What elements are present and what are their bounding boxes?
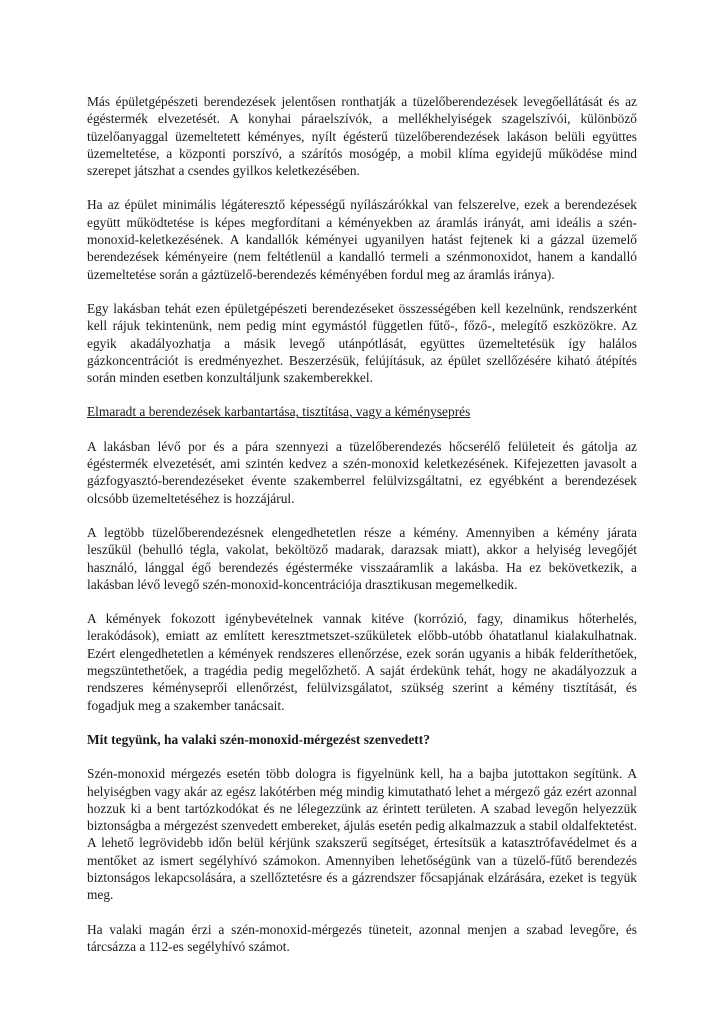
paragraph-other-building-equipment: Más épületgépészeti berendezések jelentősen ronthatják a tüzelőberendezések levegőellátását és az égéstermék elvezetését. A konyhai páraelszívók, a mellékhelyiségek szagelszívói, különböző tüzelőanyaggal üzemeltetett kéményes, nyílt égésterű tüzelőberendezések lakáson belüli együttes üzemeltetése, a központi porszívó, a szárítós mosógép, a mobil klíma egyidejű működése mind szerepet játszhat a csendes gyilkos keletkezésében. <box>87 94 637 179</box>
paragraph-chimney-inspection: A kémények fokozott igénybevételnek vannak kitéve (korrózió, fagy, dinamikus hőterhelés, lerakódások), emiatt az említett keresztmetszet-szűkületek előbb-utóbb óhatatlanul kialakulhatnak. Ezért elengedhetetlen a kémények rendszeres ellenőrzése, ezek során ugyanis a hibák felderíthetőek, megszüntethetőek, a tragédia pedig megelőzhető. A saját érdekünk tehát, hogy ne akadályozzuk a rendszeres kéményseprői ellenőrzést, felülvizsgálatot, szükség szerint a kémény tisztítását, és fogadjuk meg a szakember tanácsait. <box>87 611 637 713</box>
paragraph-dust-and-vapor: A lakásban lévő por és a pára szennyezi a tüzelőberendezés hőcserélő felületeit és gátolja az égéstermék elvezetését, ami szintén kedvez a szén-monoxid keletkezésének. Kifejezetten javasolt a gázfogyasztó-berendezéseket évente szakemberrel felülvizsgáltatni, ez egyébként a berendezések olcsóbb üzemeltetéséhez is hozzájárul. <box>87 438 637 506</box>
paragraph-airtight-windows-airflow: Ha az épület minimális légáteresztő képességű nyílászárókkal van felszerelve, ezek a berendezések együtt működtetése is képes megfordítani a kéményekben az áramlás irányát, ami ideális a szén-monoxid-keletkezésének. A kandallók kéményei ugyanilyen hatást fejtenek ki a gázzal üzemelő berendezések kéményeire (nem feltétlenül a kandalló termeli a szénmonoxidot, hanem a kandalló üzemeltetése során a gáztüzelő-berendezés kéményében fordul meg az áramlás iránya). <box>87 197 637 282</box>
heading-missed-maintenance: Elmaradt a berendezések karbantartása, tisztítása, vagy a kéményseprés <box>87 404 471 420</box>
paragraph-call-112: Ha valaki magán érzi a szén-monoxid-mérgezés tüneteit, azonnal menjen a szabad levegőre, és tárcsázza a 112-es segélyhívó számot. <box>87 921 637 954</box>
paragraph-co-poisoning-first-aid: Szén-monoxid mérgezés esetén több dologra is figyelnünk kell, ha a bajba jutottakon segítünk. A helyiségben vagy akár az egész lakótérben még mindig kimutatható lehet a mérgező gáz ezért azonnal hozzuk ki a bent tartózkodókat és ne lélegezzünk az érintett területen. A szabad levegőn helyezzük biztonságba a mérgezést szenvedett embereket, ájulás esetén pedig alkalmazzuk a stabil oldalfektetést. A lehető legrövidebb időn belül kérjünk szakszerű segítséget, értesítsük a katasztrófavédelmet és a mentőket az ismert segélyhívó számokon. Amennyiben lehetőségünk van a tüzelő-fűtő berendezés biztonságos lekapcsolására, a szellőztetésre és a gázrendszer főcsapjának elzárására, ezeket is tegyük meg. <box>87 766 637 903</box>
paragraph-chimney-narrowing: A legtöbb tüzelőberendezésnek elengedhetetlen része a kémény. Amennyiben a kémény járata leszűkül (behulló tégla, vakolat, beköltöző madarak, darazsak miatt), akkor a helyiség levegőjét használó, lánggal égő berendezés égésterméke visszaáramlik a lakásba. Ha ez bekövetkezik, a lakásban lévő levegő szén-monoxid-koncentrációja drasztikusan megemelkedik. <box>87 524 637 592</box>
paragraph-treat-as-system: Egy lakásban tehát ezen épületgépészeti berendezéseket összességében kell kezelnünk, rendszerként kell rájuk tekintenünk, nem pedig mint egymástól független fűtő-, főző-, melegítő eszközökre. Az egyik akadályozhatja a másik levegő utánpótlását, együttes üzemeltetésük így halálos gázkoncentrációt is eredményezhet. Beszerzésük, felújításuk, az épület szellőzésére kiható átépítés során minden esetben konzultáljunk szakemberekkel. <box>87 300 637 386</box>
heading-what-to-do-co-poisoning: Mit tegyünk, ha valaki szén-monoxid-mérgezést szenvedett? <box>87 731 430 747</box>
